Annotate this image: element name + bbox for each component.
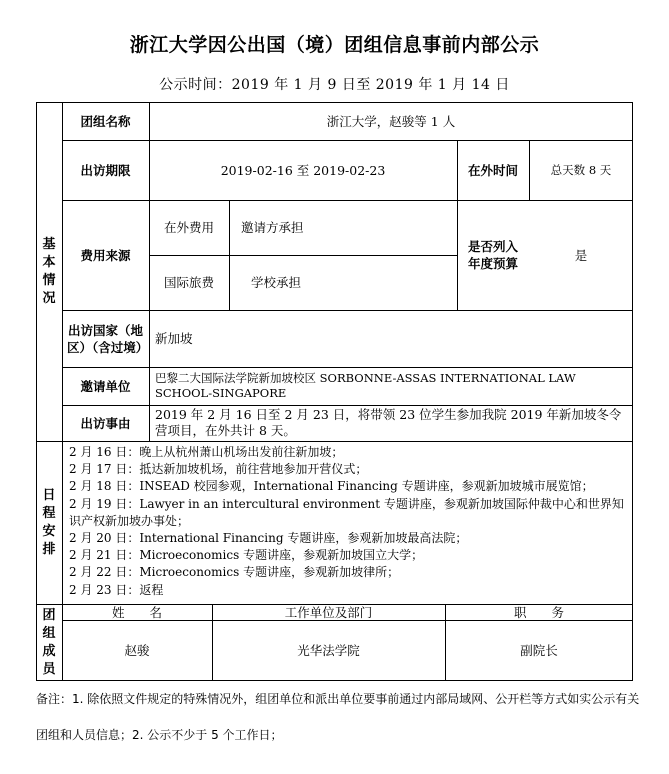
member-name: 赵骏 bbox=[124, 643, 150, 658]
period-label: 出访期限 bbox=[80, 162, 131, 178]
travel-cost-label: 国际旅费 bbox=[163, 275, 214, 290]
group-name-label: 团组名称 bbox=[80, 113, 131, 129]
purpose-value: 2019 年 2 月 16 日至 2 月 23 日，将带领 23 位学生参加我院 2019 年新加坡冬令营项目，在外共计 8 天。 bbox=[155, 407, 622, 438]
page-title: 浙江大学因公出国（境）团组信息事前内部公示 bbox=[129, 34, 540, 56]
schedule-item: 2 月 17 日：抵达新加坡机场，前往营地参加开营仪式； bbox=[69, 462, 368, 477]
members-header-unit: 工作单位及部门 bbox=[284, 604, 373, 620]
note-line-2: 团组和人员信息；2. 公示不少于 5 个工作日； bbox=[36, 728, 283, 742]
schedule-item: 2 月 23 日：返程 bbox=[69, 582, 164, 597]
schedule-item: 2 月 18 日：INSEAD 校园参观，International Financing 专题讲座，参观新加坡城市展览馆； bbox=[69, 479, 594, 494]
travel-cost-value: 学校承担 bbox=[251, 275, 302, 290]
schedule-item: 2 月 19 日：Lawyer in an intercultural environment 专题讲座，参观新加坡国际仲裁中心和世界知识产权新加坡办事处； bbox=[69, 496, 624, 528]
member-title: 副院长 bbox=[520, 643, 558, 658]
abroad-cost-label: 在外费用 bbox=[163, 220, 214, 235]
members-header-name: 姓 名 bbox=[111, 604, 162, 620]
abroad-cost-value: 邀请方承担 bbox=[241, 220, 304, 235]
section-label-members: 团 组 成 员 bbox=[42, 607, 56, 677]
schedule-item: 2 月 20 日：International Financing 专题讲座，参观新加坡最高法院； bbox=[69, 531, 468, 546]
country-label: 出访国家（地区）（含过境） bbox=[67, 322, 149, 355]
publicity-time: 公示时间：2019 年 1 月 9 日至 2019 年 1 月 14 日 bbox=[159, 77, 510, 93]
country-value: 新加坡 bbox=[155, 331, 193, 346]
members-header-title: 职 务 bbox=[513, 604, 564, 620]
budget-value: 是 bbox=[574, 247, 588, 263]
inviter-value: 巴黎二大国际法学院新加坡校区 SORBONNE-ASSAS INTERNATIONAL LAW SCHOOL-SINGAPORE bbox=[155, 371, 576, 400]
member-unit: 光华法学院 bbox=[297, 643, 360, 658]
section-label-schedule: 日 程 安 排 bbox=[42, 487, 56, 557]
period-value: 2019-02-16 至 2019-02-23 bbox=[220, 162, 386, 178]
schedule-item: 2 月 16 日：晚上从杭州萧山机场出发前往新加坡； bbox=[69, 445, 344, 459]
abroad-time-value: 总天数 8 天 bbox=[550, 162, 612, 177]
abroad-time-label: 在外时间 bbox=[467, 162, 518, 178]
budget-label: 是否列入年度预算 bbox=[467, 239, 518, 271]
schedule-item: 2 月 21 日：Microeconomics 专题讲座，参观新加坡国立大学； bbox=[69, 548, 424, 563]
group-name-value: 浙江大学，赵骏等 1 人 bbox=[326, 113, 456, 129]
schedule-list bbox=[67, 444, 633, 599]
funding-label: 费用来源 bbox=[80, 247, 131, 263]
section-label-basic: 基 本 情 况 bbox=[42, 236, 56, 306]
inviter-label: 邀请单位 bbox=[80, 378, 131, 394]
note-line-1: 备注：1. 除依照文件规定的特殊情况外，组团单位和派出单位要事前通过内部局域网、公开栏等方式如实公示有关 bbox=[36, 692, 640, 706]
purpose-label: 出访事由 bbox=[80, 415, 131, 431]
section-divider bbox=[36, 441, 633, 442]
schedule-item: 2 月 22 日：Microeconomics 专题讲座，参观新加坡律所； bbox=[69, 565, 400, 580]
